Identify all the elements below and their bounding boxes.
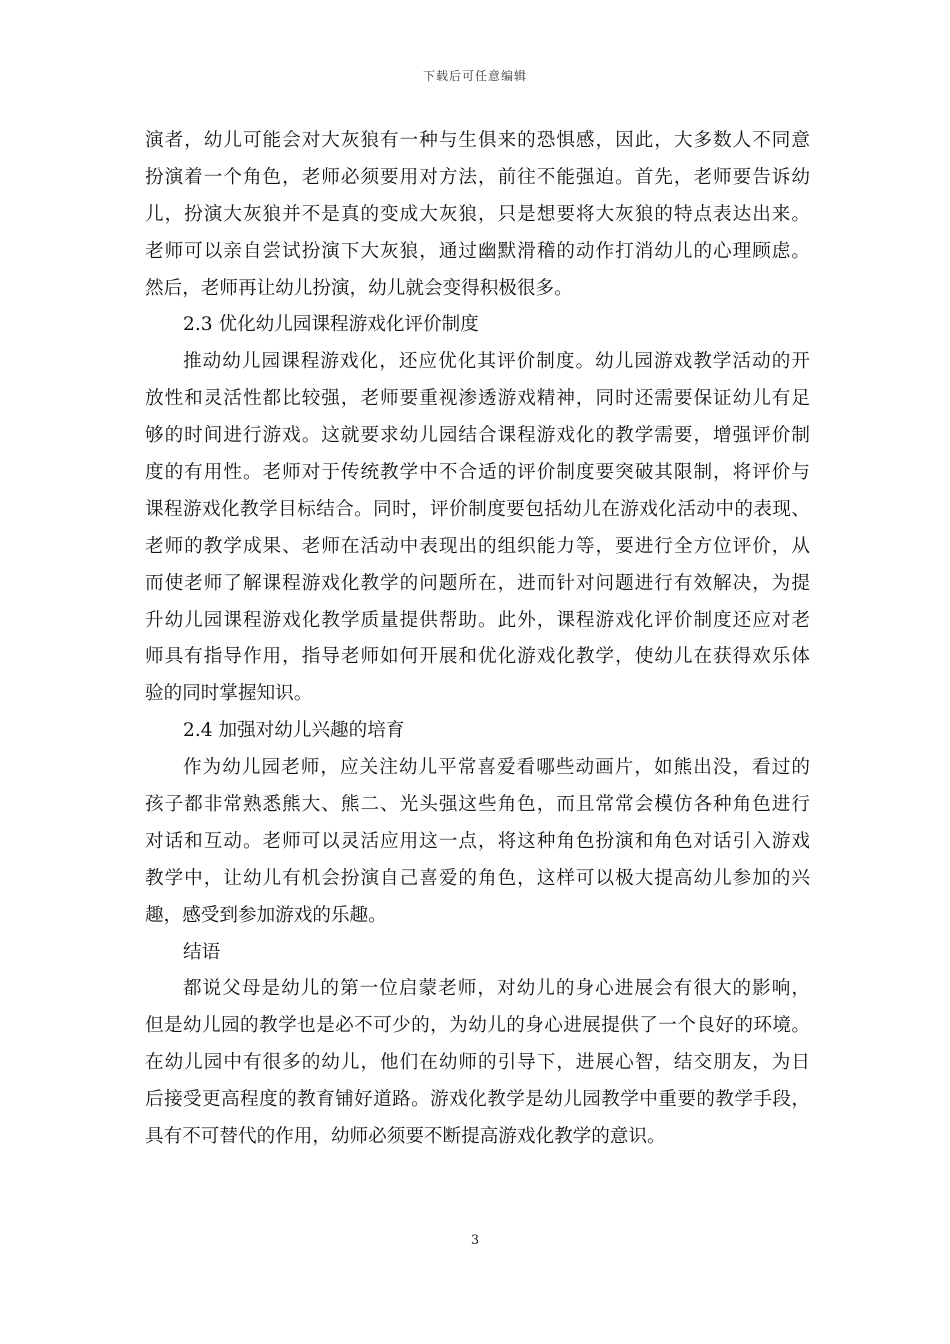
text-line: 都说父母是幼儿的第一位启蒙老师，对幼儿的身心进展会有很大的影响， xyxy=(183,978,810,1000)
text-line: 扮演着一个角色，老师必须要用对方法，前往不能强迫。首先，老师要告诉幼 xyxy=(145,166,810,188)
section-heading: 结语 xyxy=(183,941,221,963)
text-line: 在幼儿园中有很多的幼儿，他们在幼师的引导下，进展心智，结交朋友，为日 xyxy=(145,1052,810,1074)
paragraph xyxy=(145,971,810,1155)
text-line: 趣，感受到参加游戏的乐趣。 xyxy=(145,904,387,926)
text-line: 度的有用性。老师对于传统教学中不合适的评价制度要突破其限制，将评价与 xyxy=(145,462,810,484)
document-body xyxy=(145,123,810,1156)
text-line: 老师可以亲自尝试扮演下大灰狼，通过幽默滑稽的动作打消幼儿的心理顾虑。 xyxy=(145,240,810,262)
text-line: 放性和灵活性都比较强，老师要重视渗透游戏精神，同时还需要保证幼儿有足 xyxy=(145,388,810,410)
text-line: 对话和互动。老师可以灵活应用这一点，将这种角色扮演和角色对话引入游戏 xyxy=(145,830,810,852)
section-heading: 2.4 加强对幼儿兴趣的培育 xyxy=(183,720,405,742)
page-header: 下载后可任意编辑 xyxy=(422,69,527,83)
paragraph xyxy=(145,344,810,713)
paragraph xyxy=(145,123,810,307)
text-line: 老师的教学成果、老师在活动中表现出的组织能力等，要进行全方位评价，从 xyxy=(145,535,810,557)
text-line: 后接受更高程度的教育铺好道路。游戏化教学是幼儿园教学中重要的教学手段， xyxy=(145,1089,810,1111)
section-heading: 2.3 优化幼儿园课程游戏化评价制度 xyxy=(183,314,479,336)
text-line: 验的同时掌握知识。 xyxy=(145,683,313,705)
text-line: 但是幼儿园的教学也是必不可少的，为幼儿的身心进展提供了一个良好的环境。 xyxy=(145,1015,810,1037)
text-line: 教学中，让幼儿有机会扮演自己喜爱的角色，这样可以极大提高幼儿参加的兴 xyxy=(145,867,810,889)
text-line: 升幼儿园课程游戏化教学质量提供帮助。此外，课程游戏化评价制度还应对老 xyxy=(145,609,810,631)
page-number: 3 xyxy=(470,1233,480,1248)
text-line: 够的时间进行游戏。这就要求幼儿园结合课程游戏化的教学需要，增强评价制 xyxy=(145,425,810,447)
text-line: 推动幼儿园课程游戏化，还应优化其评价制度。幼儿园游戏教学活动的开 xyxy=(183,351,810,373)
text-line: 儿，扮演大灰狼并不是真的变成大灰狼，只是想要将大灰狼的特点表达出来。 xyxy=(145,203,810,225)
paragraph xyxy=(145,750,810,934)
text-line: 师具有指导作用，指导老师如何开展和优化游戏化教学，使幼儿在获得欢乐体 xyxy=(145,646,810,668)
text-line: 而使老师了解课程游戏化教学的问题所在，进而针对问题进行有效解决，为提 xyxy=(145,572,810,594)
text-line: 孩子都非常熟悉熊大、熊二、光头强这些角色，而且常常会模仿各种角色进行 xyxy=(145,794,810,816)
text-line: 课程游戏化教学目标结合。同时，评价制度要包括幼儿在游戏化活动中的表现、 xyxy=(145,498,810,520)
text-line: 作为幼儿园老师，应关注幼儿平常喜爱看哪些动画片，如熊出没，看过的 xyxy=(183,757,810,779)
text-line: 然后，老师再让幼儿扮演，幼儿就会变得积极很多。 xyxy=(145,277,573,299)
text-line: 演者，幼儿可能会对大灰狼有一种与生俱来的恐惧感，因此，大多数人不同意 xyxy=(145,130,810,151)
text-line: 具有不可替代的作用，幼师必须要不断提高游戏化教学的意识。 xyxy=(145,1126,666,1148)
